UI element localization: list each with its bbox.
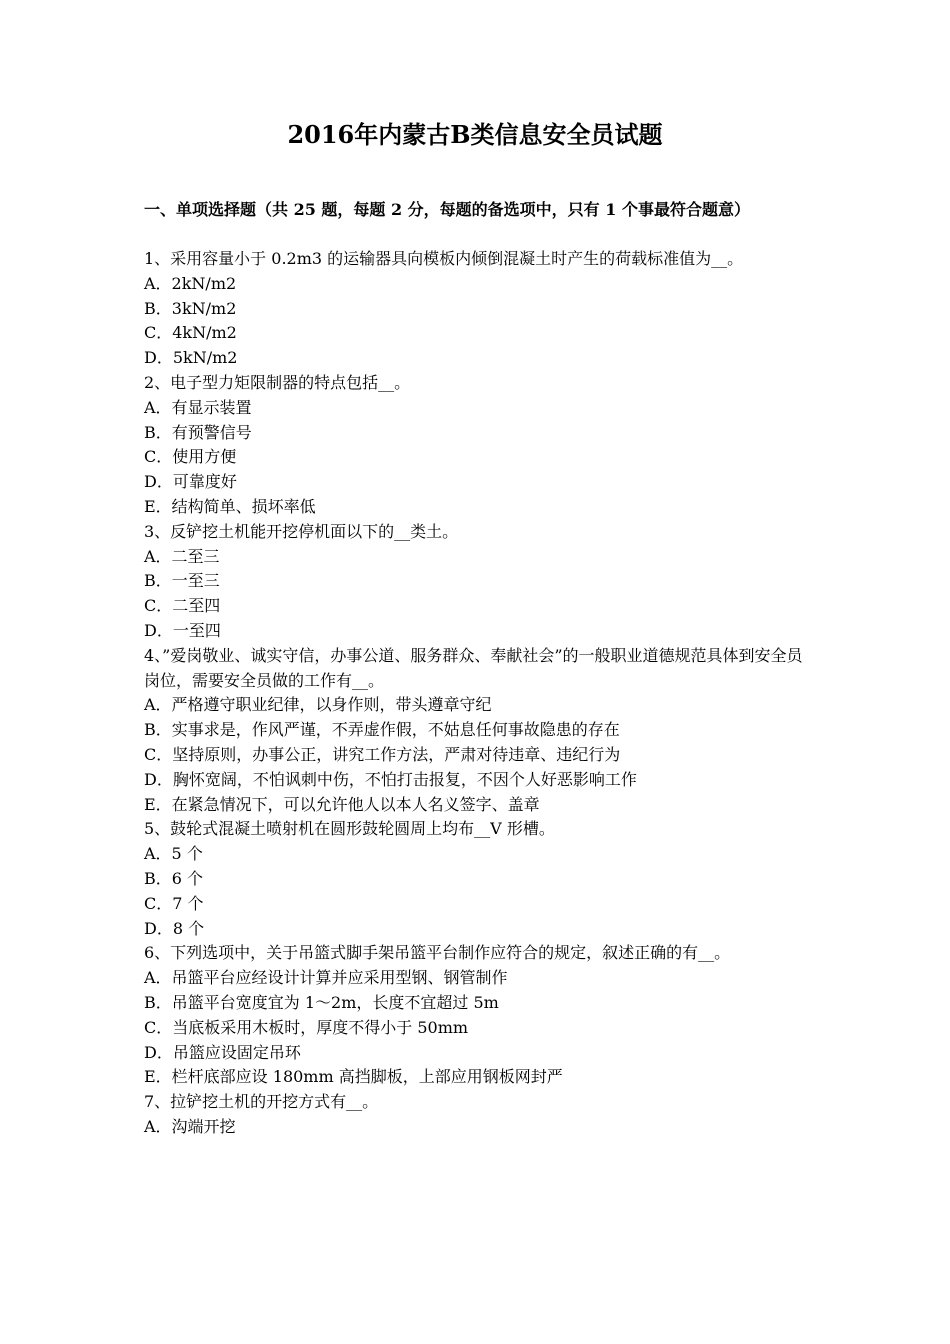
question-stem: 3、反铲挖土机能开挖停机面以下的__类土。 xyxy=(144,521,459,541)
answer-option: A．5 个 xyxy=(144,844,203,864)
question-6 xyxy=(144,941,816,1090)
answer-option: A．严格遵守职业纪律，以身作则，带头遵章守纪 xyxy=(144,695,492,715)
answer-option: A．有显示装置 xyxy=(144,397,252,417)
question-stem: 6、下列选项中，关于吊篮式脚手架吊篮平台制作应符合的规定，叙述正确的有__。 xyxy=(144,943,731,963)
answer-option: A．吊篮平台应经设计计算并应采用型钢、钢管制作 xyxy=(144,968,508,988)
answer-option: D．8 个 xyxy=(144,918,205,938)
answer-option: D．可靠度好 xyxy=(144,472,237,492)
answer-option: B．实事求是，作风严谨，不弄虚作假，不姑息任何事故隐患的存在 xyxy=(144,720,620,740)
answer-option: C．7 个 xyxy=(144,893,204,913)
question-4 xyxy=(144,644,816,818)
answer-option: D．一至四 xyxy=(144,620,221,640)
answer-option: A．沟端开挖 xyxy=(144,1116,236,1136)
answer-option: C．坚持原则，办事公正，讲究工作方法，严肃对待违章、违纪行为 xyxy=(144,744,621,764)
question-5 xyxy=(144,817,816,941)
answer-option: C．二至四 xyxy=(144,596,221,616)
answer-option: A．2kN/m2 xyxy=(144,273,237,293)
answer-option: D．5kN/m2 xyxy=(144,348,238,368)
answer-option: B．6 个 xyxy=(144,868,204,888)
document-title: 2016年内蒙古B类信息安全员试题 xyxy=(287,120,663,149)
answer-option: B．有预警信号 xyxy=(144,422,252,442)
question-7 xyxy=(144,1090,816,1140)
question-1 xyxy=(144,247,816,371)
question-stem: 2、电子型力矩限制器的特点包括__。 xyxy=(144,372,411,392)
question-stem: 5、鼓轮式混凝土喷射机在圆形鼓轮圆周上均布__V 形槽。 xyxy=(144,819,555,839)
answer-option: C．4kN/m2 xyxy=(144,323,237,343)
answer-option: D．吊篮应设固定吊环 xyxy=(144,1042,301,1062)
section-heading: 一、单项选择题（共 25 题，每题 2 分，每题的备选项中，只有 1 个事最符合题意） xyxy=(144,200,750,219)
question-stem: 7、拉铲挖土机的开挖方式有__。 xyxy=(144,1092,379,1112)
answer-option: B．吊篮平台宽度宜为 1～2m，长度不宜超过 5m xyxy=(144,992,499,1012)
answer-option: D．胸怀宽阔，不怕讽刺中伤，不怕打击报复，不因个人好恶影响工作 xyxy=(144,769,637,789)
question-stem: 1、采用容量小于 0.2m3 的运输器具向模板内倾倒混凝土时产生的荷载标准值为__。 xyxy=(144,249,744,268)
question-2 xyxy=(144,371,816,520)
answer-option: E．栏杆底部应设 180mm 高挡脚板，上部应用钢板网封严 xyxy=(144,1067,563,1087)
answer-option: C．当底板采用木板时，厚度不得小于 50mm xyxy=(144,1017,469,1037)
answer-option: E．结构简单、损坏率低 xyxy=(144,496,316,516)
answer-option: E．在紧急情况下，可以允许他人以本人名义签字、盖章 xyxy=(144,794,540,814)
answer-option: B．一至三 xyxy=(144,571,220,591)
answer-option: A．二至三 xyxy=(144,546,220,566)
question-list xyxy=(144,247,816,1140)
answer-option: C．使用方便 xyxy=(144,447,237,467)
answer-option: B．3kN/m2 xyxy=(144,298,237,318)
question-stem: 4、”爱岗敬业、诚实守信，办事公道、服务群众、奉献社会”的一般职业道德规范具体到安全员岗位，需要安全员做的工作有__。 xyxy=(144,645,803,690)
question-3 xyxy=(144,520,816,644)
